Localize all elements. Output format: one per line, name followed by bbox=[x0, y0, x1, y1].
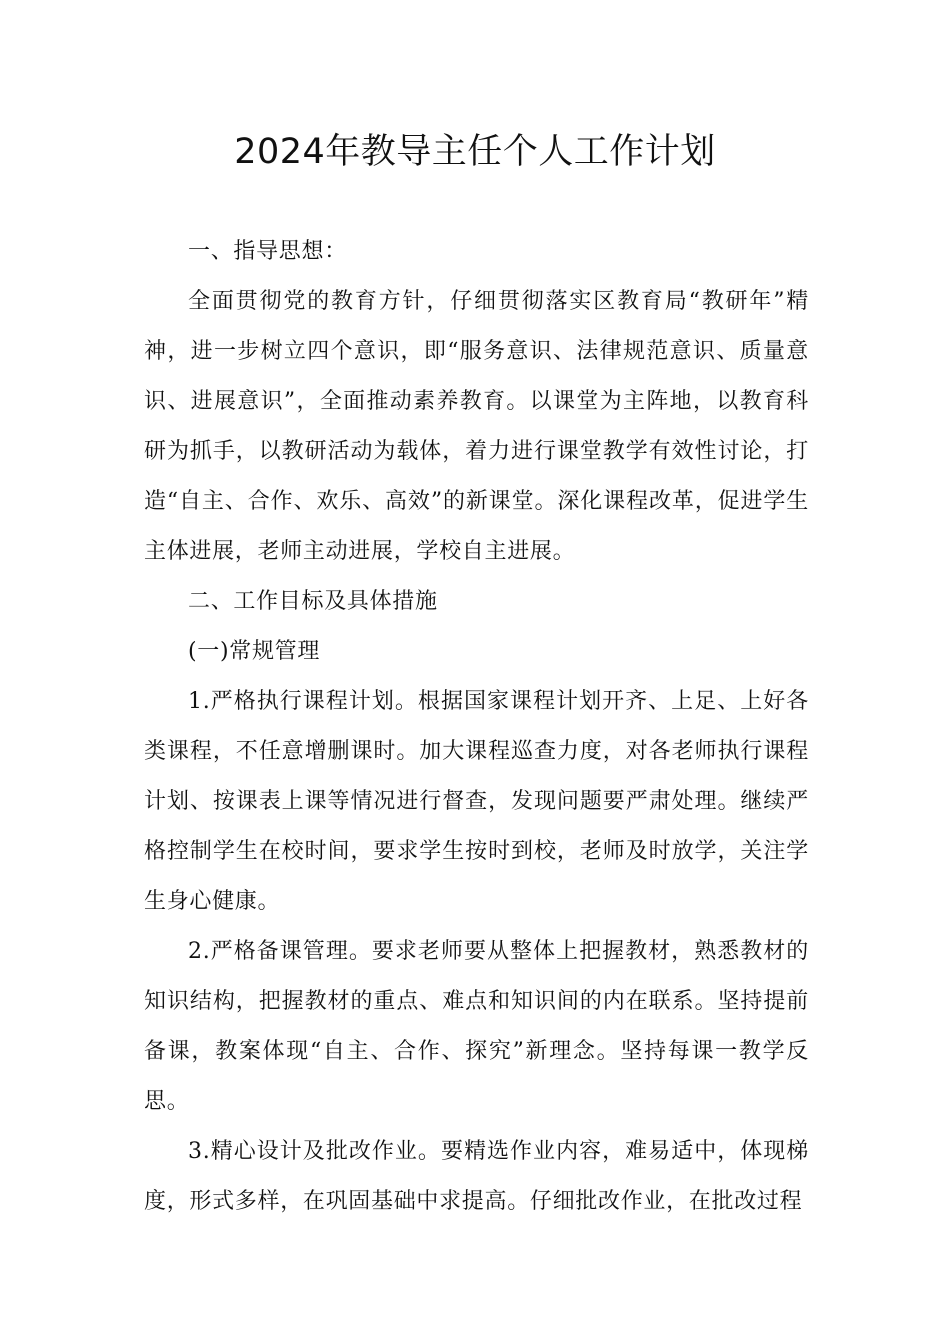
section-heading-guiding-ideology: 一、指导思想： bbox=[188, 239, 347, 264]
document-title: 2024年教导主任个人工作计划 bbox=[234, 132, 716, 172]
paragraph-item-3: 3.精心设计及批改作业。要精选作业内容，难易适中，体现梯度，形式多样，在巩固基础中求提高。仔细批改作业，在批改过程 bbox=[144, 1139, 809, 1214]
section-heading-goals-measures: 二、工作目标及具体措施 bbox=[188, 589, 438, 614]
subsection-heading-routine-management: (一)常规管理 bbox=[188, 639, 321, 664]
document-body bbox=[144, 227, 809, 1227]
paragraph-item-2: 2.严格备课管理。要求老师要从整体上把握教材，熟悉教材的知识结构，把握教材的重点、难点和知识间的内在联系。坚持提前备课，教案体现“自主、合作、探究”新理念。坚持每课一教学反思。 bbox=[144, 939, 809, 1114]
paragraph-guiding-ideology: 全面贯彻党的教育方针，仔细贯彻落实区教育局“教研年”精神，进一步树立四个意识，即“服务意识、法律规范意识、质量意识、进展意识”，全面推动素养教育。以课堂为主阵地，以教育科研为抓手，以教研活动为载体，着力进行课堂教学有效性讨论，打造“自主、合作、欢乐、高效”的新课堂。深化课程改革，促进学生主体进展，老师主动进展，学校自主进展。 bbox=[144, 289, 809, 564]
paragraph-item-1: 1.严格执行课程计划。根据国家课程计划开齐、上足、上好各类课程，不任意增删课时。加大课程巡查力度，对各老师执行课程计划、按课表上课等情况进行督查，发现问题要严肃处理。继续严格控制学生在校时间，要求学生按时到校，老师及时放学，关注学生身心健康。 bbox=[144, 689, 809, 914]
